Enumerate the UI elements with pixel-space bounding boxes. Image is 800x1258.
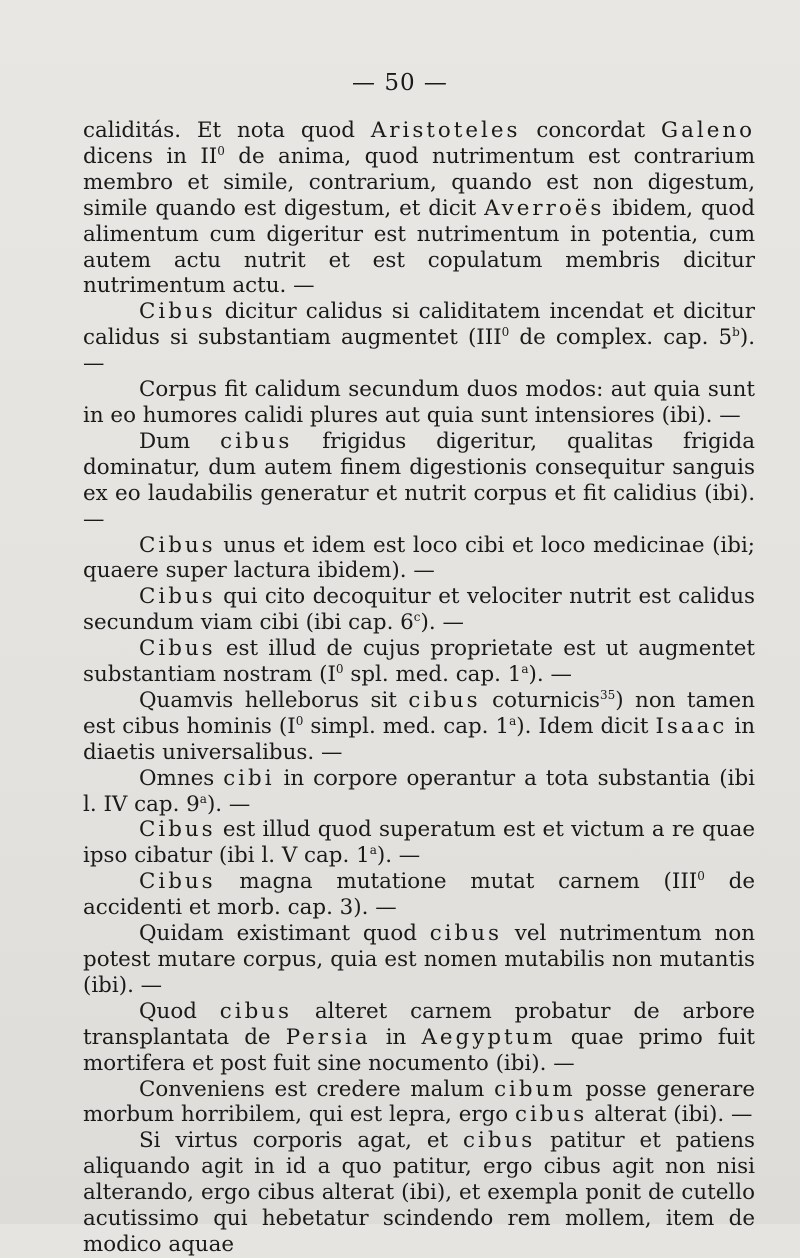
paragraph	[83, 999, 755, 1077]
text-run: Quamvis helleborus sit	[139, 687, 409, 713]
paragraph	[83, 688, 755, 766]
superscript: 0	[501, 325, 510, 340]
body-text	[83, 118, 755, 1258]
text-run: de complex. cap. 5	[509, 325, 733, 351]
spaced-term: Galeno	[661, 118, 756, 143]
text-run: quae primo fuit mortifera et post fuit sine nocumento (ibi). —	[83, 1024, 755, 1076]
superscript: 0	[335, 662, 344, 677]
spaced-term: cibus	[219, 998, 293, 1024]
superscript: a	[369, 843, 377, 858]
superscript: b	[732, 325, 740, 340]
spaced-term: Aegyptum	[421, 1024, 556, 1050]
text-run: unus et idem est loco cibi et loco medicinae (ibi; quaere super lactura ibidem). —	[83, 532, 755, 584]
text-run: Quod	[139, 998, 220, 1024]
text-run: de accidenti et morb. cap. 3). —	[83, 869, 756, 921]
paragraph	[83, 118, 755, 299]
paragraph	[83, 429, 755, 533]
spaced-term: cibus	[220, 428, 293, 454]
paragraph	[83, 817, 755, 869]
spaced-term: Averroës	[484, 195, 605, 221]
spaced-term: cibus	[463, 1128, 536, 1154]
page-number: — 50 —	[352, 70, 448, 96]
spaced-term: cibi	[223, 765, 275, 791]
paragraph	[83, 636, 755, 688]
text-run: patitur et patiens aliquando agit in id a quo patitur, ergo cibus agit non nisi alterando, ergo cibus alterat (ibi), et exempla ponit de cutello acutissimo qui hebetatur scindendo rem mollem, item de modico aquae	[83, 1128, 755, 1257]
text-run: Quidam existimant quod	[139, 921, 430, 947]
paragraph	[83, 1128, 755, 1258]
text-run: ) non tamen est cibus hominis (I	[83, 687, 755, 739]
spaced-term: Cibus	[139, 299, 216, 325]
paragraph	[83, 584, 755, 636]
text-run: ). —	[528, 662, 572, 688]
paragraph	[83, 377, 755, 429]
spaced-term: Cibus	[139, 636, 216, 662]
text-run: est illud quod superatum est et victum a re quae ipso cibatur (ibi l. V cap. 1	[83, 817, 755, 869]
text-run: ). Idem dicit	[516, 713, 656, 739]
text-run: Si virtus corporis agat, et	[139, 1128, 463, 1154]
text-run: alteret carnem probatur de arbore transplantata de	[83, 998, 755, 1050]
text-run: in corpore operantur a tota substantia (ibi l. IV cap. 9	[83, 765, 755, 817]
spaced-term: cibum	[494, 1076, 576, 1102]
text-run: Conveniens est credere malum	[139, 1076, 495, 1102]
text-run: caliditás. Et nota quod	[83, 118, 371, 143]
text-run: ). —	[206, 791, 251, 817]
spaced-term: cibus	[429, 921, 502, 947]
text-run: frigidus digeritur, qualitas frigida dominatur, dum autem finem digestionis consequitur sanguis ex eo laudabilis generatur et nutrit corpus et fit calidius (ibi). —	[83, 428, 756, 532]
paragraph	[83, 533, 755, 585]
spaced-term: Cibus	[139, 532, 216, 558]
paragraph	[83, 921, 755, 999]
text-run: coturnicis	[480, 687, 600, 713]
spaced-term: cibus	[408, 687, 481, 713]
text-run: ibidem, quod alimentum cum digeritur est nutrimentum in potentia, cum autem actu nutrit et est copulatum membris dicitur nutrimentum actu. —	[83, 195, 755, 299]
spaced-term: Aristoteles	[370, 118, 521, 143]
paragraph	[83, 766, 755, 818]
text-run: ). —	[376, 843, 421, 869]
text-run: Corpus fit calidum secundum duos modos: aut quia sunt in eo humores calidi plures aut quia sunt intensiores (ibi). —	[83, 377, 755, 428]
text-run: alterat (ibi). —	[587, 1102, 753, 1128]
text-run: in	[370, 1024, 422, 1050]
text-run: qui cito decoquitur et velociter nutrit est calidus secundum viam cibi (ibi cap. 6	[83, 584, 755, 636]
spaced-term: Cibus	[139, 869, 216, 895]
superscript: 0	[295, 713, 304, 728]
spaced-term: Cibus	[139, 817, 216, 843]
text-run: magna mutatione mutat carnem (III	[215, 869, 698, 895]
spaced-term: Isaac	[655, 713, 728, 739]
paragraph	[83, 1077, 755, 1129]
superscript: c	[413, 610, 421, 625]
text-run: dicens in II	[83, 143, 218, 169]
superscript: 0	[697, 869, 705, 884]
text-run: est illud de cujus proprietate est ut augmentet substantiam nostram (I	[83, 636, 755, 688]
text-run: posse generare morbum horribilem, qui est lepra, ergo	[83, 1076, 755, 1128]
spaced-term: Persia	[285, 1024, 371, 1050]
text-run: ). —	[83, 325, 755, 377]
superscript: 0	[217, 143, 225, 158]
text-run: ). —	[420, 610, 464, 636]
superscript: a	[521, 662, 529, 677]
spaced-term: Cibus	[139, 584, 216, 610]
superscript: a	[199, 791, 207, 806]
superscript: 35	[599, 687, 616, 702]
text-run: vel nutrimentum non potest mutare corpus, quia est nomen mutabilis non mutantis (ibi). —	[83, 921, 755, 998]
paragraph	[83, 869, 755, 921]
text-run: Omnes	[139, 765, 224, 791]
text-run: in diaetis universalibus. —	[83, 713, 755, 765]
text-run: spl. med. cap. 1	[343, 662, 522, 688]
text-run: dicitur calidus si caliditatem incendat et dicitur calidus si substantiam augmentet (III	[83, 299, 755, 351]
superscript: a	[509, 713, 517, 728]
spaced-term: cibus	[514, 1102, 588, 1128]
text-run: Dum	[139, 428, 221, 454]
text-run: de anima, quod nutrimentum est contrarium membro et simile, contrarium, quando est non digestum, simile quando est digestum, et dicit	[83, 143, 755, 221]
paragraph	[83, 299, 755, 377]
text-run: concordat	[520, 118, 662, 143]
text-run: simpl. med. cap. 1	[303, 713, 510, 739]
